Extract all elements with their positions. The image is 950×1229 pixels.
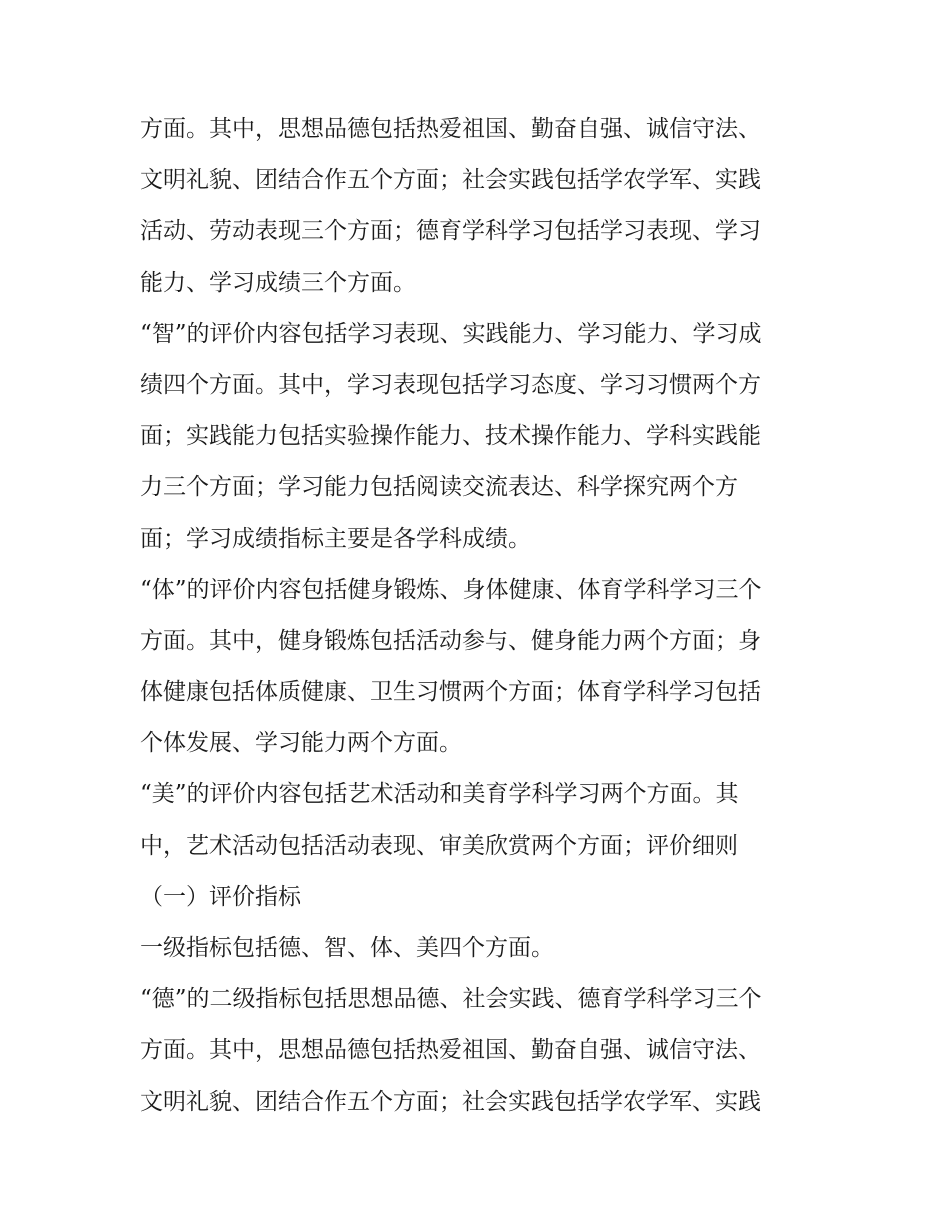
text-line: 面；实践能力包括实验操作能力、技术操作能力、学科实践能 <box>140 423 761 450</box>
text-line: 中，艺术活动包括活动表现、审美欣赏两个方面；评价细则 <box>140 832 738 859</box>
text-line: 一级指标包括德、智、体、美四个方面。 <box>140 935 554 961</box>
text-line: 文明礼貌、团结合作五个方面；社会实践包括学农学军、实践 <box>140 167 761 194</box>
text-line: 方面。其中，思想品德包括热爱祖国、勤奋自强、诚信守法、 <box>140 1037 761 1064</box>
text-line: 体健康包括体质健康、卫生习惯两个方面；体育学科学习包括 <box>140 679 761 706</box>
section-heading: （一）评价指标 <box>140 883 301 910</box>
text-line: “体”的评价内容包括健身锻炼、身体健康、体育学科学习三个 <box>140 576 762 603</box>
text-line: “德”的二级指标包括思想品德、社会实践、德育学科学习三个 <box>140 986 762 1013</box>
text-line: 面；学习成绩指标主要是各学科成绩。 <box>140 525 531 552</box>
text-line: “美”的评价内容包括艺术活动和美育学科学习两个方面。其 <box>140 781 739 808</box>
text-line: 活动、劳动表现三个方面；德育学科学习包括学习表现、学习 <box>140 218 761 245</box>
text-line: 力三个方面；学习能力包括阅读交流表达、科学探究两个方 <box>140 474 738 501</box>
text-line: 方面。其中，健身锻炼包括活动参与、健身能力两个方面；身 <box>140 627 761 654</box>
text-line: 个体发展、学习能力两个方面。 <box>140 730 462 757</box>
text-line: 绩四个方面。其中，学习表现包括学习态度、学习习惯两个方 <box>140 371 761 398</box>
text-line: 能力、学习成绩三个方面。 <box>140 269 416 296</box>
text-line: 方面。其中，思想品德包括热爱祖国、勤奋自强、诚信守法、 <box>140 116 761 142</box>
text-line: 文明礼貌、团结合作五个方面；社会实践包括学农学军、实践 <box>140 1088 761 1115</box>
text-line: “智”的评价内容包括学习表现、实践能力、学习能力、学习成 <box>140 320 762 347</box>
document-body <box>140 104 820 1128</box>
